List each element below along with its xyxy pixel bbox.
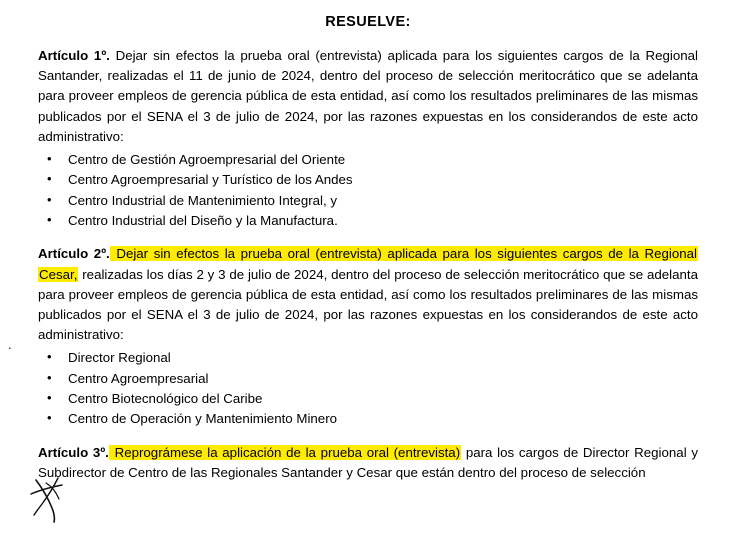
article-1-text: Dejar sin efectos la prueba oral (entrevista) aplicada para los siguientes cargos de la Regional Santander, realizadas el 11 de junio de 2024, dentro del proceso de selección meritocrático que se adelanta para proveer empleos de gerencia pública de esta entidad, así como los resultados preliminares de las mismas publicados por el SENA el 3 de julio de 2024, por las razones expuestas en los considerandos de este acto administrativo:: [38, 48, 699, 144]
list-item: • Centro de Gestión Agroempresarial del Oriente: [38, 150, 698, 170]
list-item: • Centro Agroempresarial: [38, 369, 698, 389]
article-1-label: Artículo 1º.: [38, 48, 110, 63]
article-2-text: realizadas los días 2 y 3 de julio de 2024, dentro del proceso de selección meritocrático que se adelanta para proveer empleos de gerencia pública de esta entidad, así como los resultados preliminares de las mismas publicados por el SENA el 3 de julio de 2024, por las razones expuestas en los considerandos de este acto administrativo:: [38, 266, 698, 343]
article-2-label: Artículo 2º.: [38, 246, 110, 262]
article-3-text: para los cargos de Director Regional y Subdirector de Centro de las Regionales Santander y Cesar que están dentro del proceso de selección: [38, 444, 698, 480]
handwritten-signature: [28, 474, 88, 529]
article-2-highlighted-text: Dejar sin efectos la prueba oral (entrevista) aplicada para los siguientes cargos de la Regional Cesar,: [39, 246, 698, 282]
article-3-highlighted-text: Reprográmese la aplicación de la prueba oral (entrevista): [109, 444, 461, 460]
list-item: • Centro de Operación y Mantenimiento Minero: [38, 409, 698, 429]
list-item: • Centro Agroempresarial y Turístico de los Andes: [38, 170, 698, 190]
article-1-paragraph: [38, 46, 698, 147]
list-item: • Centro Industrial del Diseño y la Manufactura.: [38, 211, 698, 231]
article-2-bullet-list: [38, 348, 698, 429]
article-3-label: Artículo 3º.: [38, 444, 109, 460]
list-item: • Centro Industrial de Mantenimiento Integral, y: [38, 191, 698, 211]
list-item: • Centro Biotecnológico del Caribe: [38, 389, 698, 409]
document-body: [38, 14, 698, 485]
article-3-paragraph: [38, 443, 698, 483]
article-2-paragraph: [38, 244, 698, 345]
paragraph-spacer: [38, 231, 698, 244]
paragraph-spacer: [38, 430, 698, 443]
page-title: RESUELVE:: [325, 14, 411, 30]
list-item: • Director Regional: [38, 348, 698, 368]
article-1-bullet-list: [38, 150, 698, 231]
margin-mark: .: [8, 337, 12, 352]
